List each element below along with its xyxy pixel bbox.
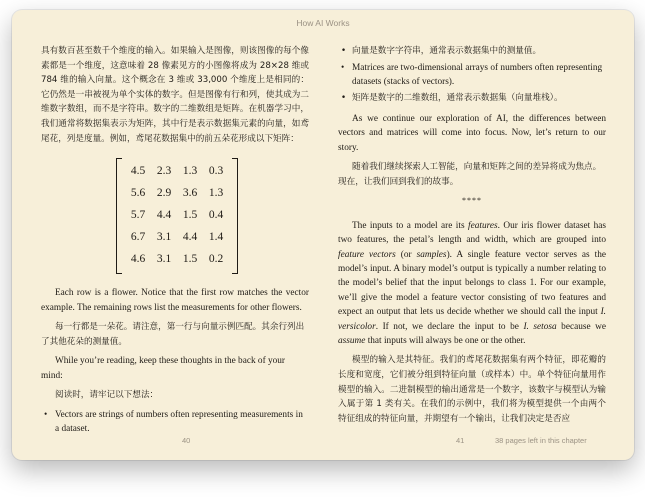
zh-while-reading-paragraph: 阅读时，请牢记以下想法： [55, 389, 159, 400]
text-run: The inputs to a model are its [352, 220, 469, 231]
list-item [338, 91, 606, 106]
matrix-row [125, 182, 229, 204]
matrix-cell: 1.3 [182, 164, 198, 177]
while-reading-paragraph: While you’re reading, keep these thoughts in the back of your mind: [41, 356, 286, 381]
matrix-cell: 4.6 [130, 252, 146, 265]
matrix-cell: 5.6 [130, 186, 146, 199]
bullet-dot: • [44, 409, 48, 420]
matrix-cell: 4.4 [156, 208, 172, 221]
text-run: that inputs will always be one or the other. [365, 336, 526, 347]
text-run: ). A single feature vector serves as the model’s input. A binary model’s output is typically a number relating to the model’s belief that the input belongs to class 1. For our example, we’ll give the model a feature vector consisting of two features and expect an output that lets us decide whether we should call the input [338, 249, 606, 318]
right-page[interactable] [338, 44, 606, 424]
inputs-paragraph [338, 219, 606, 349]
list-item [338, 44, 606, 59]
matrix-table [125, 160, 229, 270]
pages-left-in-chapter: 38 pages left in this chapter [495, 436, 587, 445]
left-page[interactable] [41, 44, 309, 434]
term-samples: samples [416, 249, 447, 260]
bullet-list-right [338, 44, 606, 106]
bullet-dot: • [341, 62, 345, 73]
matrix-cell: 2.3 [156, 164, 172, 177]
book-title: How AI Works [296, 18, 350, 28]
matrix-cell: 3.1 [156, 230, 172, 243]
matrix-row [125, 226, 229, 248]
matrix-cell: 0.4 [208, 208, 224, 221]
list-item [338, 61, 606, 90]
matrix-right-bracket [232, 158, 238, 274]
term-features: features [468, 220, 498, 231]
term-feature-vectors: feature vectors [338, 249, 396, 260]
text-run: . If not, we declare the input to be [375, 321, 524, 332]
term-versicolor: I. versicolor [338, 307, 606, 332]
reader-window [12, 10, 634, 460]
zh-each-row-paragraph: 每一行都是一朵花。请注意，第一行与向量示例匹配。其余行列出了其他花朵的测量值。 [41, 321, 305, 347]
matrix-row [125, 160, 229, 182]
matrix-cell: 0.3 [208, 164, 224, 177]
matrix-cell: 3.1 [156, 252, 172, 265]
continue-paragraph: As we continue our exploration of AI, the differences between vectors and matrices will come into focus. Now, let’s return to our story. [338, 114, 606, 153]
matrix-cell: 1.5 [182, 208, 198, 221]
zh-continue-paragraph: 随着我们继续探索人工智能，向量和矩阵之间的差异将成为焦点。现在，让我们回到我们的故事。 [338, 162, 602, 187]
matrix-cell: 5.7 [130, 208, 146, 221]
bullet-dot: • [341, 46, 347, 56]
matrix-cell: 4.4 [182, 230, 198, 243]
bullet-list-left [41, 408, 309, 437]
matrix-cell: 2.9 [156, 186, 172, 199]
bullet-dot: • [341, 93, 347, 104]
matrix-row [125, 204, 229, 226]
each-row-paragraph: Each row is a flower. Notice that the first row matches the vector example. The remaining rows list the measurements for other flowers. [41, 288, 309, 313]
right-page-number: 41 [456, 436, 465, 445]
bullet-text: Vectors are strings of numbers often representing measurements in a dataset. [55, 409, 303, 434]
text-run: because we [556, 321, 606, 332]
matrix-cell: 4.5 [130, 164, 146, 177]
matrix-cell: 1.5 [182, 252, 198, 265]
zh-inputs-paragraph: 模型的输入是其特征。我们的鸢尾花数据集有两个特征，即花瓣的长度和宽度，它们被分组到特征向量（或样本）中。单个特征向量用作模型的输入。二进制模型的输出通常是一个数字，该数字与模型认为输入属于第 1 类有关。在我们的示例中，我们将为模型提供一个由两个特征组成的特征向量，并期望有一个输出，让我们决定是否应 [338, 355, 606, 424]
bullet-text: 向量是数字字符串，通常表示数据集中的测量值。 [352, 46, 542, 56]
matrix-cell: 0.2 [208, 252, 224, 265]
matrix-cell: 6.7 [130, 230, 146, 243]
matrix-left-bracket [116, 158, 122, 274]
text-run: . Our iris flower dataset has two features, the petal’s length and width, which are grouped into [338, 220, 606, 246]
bullet-text: 矩阵是数字的二维数组，通常表示数据集（向量堆栈）。 [352, 93, 563, 104]
list-item [41, 408, 309, 437]
matrix-cell: 3.6 [182, 186, 198, 199]
iris-matrix [116, 156, 238, 276]
zh-intro-paragraph: 具有数百甚至数千个维度的输入。如果输入是图像，则该图像的每个像素都是一个维度，这意味着 28 像素见方的小图像将成为 28×28 维或 784 维的输入向量。这个概念在 3 维或 33,000 个维度上是相同的：它仍然是一串被视为单个实体的数字。但是图像有行和列，使其成为二维数字数组，而不是字符串。数字的二维数组是矩阵。在机器学习中，我们通常将数据集表示为矩阵，其中行是表示数据集元素的向量，如鸢尾花，列是度量。例如，鸢尾花数据集中的前五朵花形成以下矩阵： [41, 46, 309, 144]
term-assume: assume [338, 336, 366, 347]
matrix-cell: 1.4 [208, 230, 224, 243]
text-run: (or [395, 249, 417, 260]
bullet-text: Matrices are two-dimensional arrays of numbers often representing datasets (stacks of vectors). [352, 62, 603, 87]
term-setosa: I. setosa [523, 321, 557, 332]
matrix-cell: 1.3 [208, 186, 224, 199]
left-page-number: 40 [182, 436, 191, 445]
matrix-row [125, 248, 229, 270]
section-separator: **** [462, 196, 482, 206]
